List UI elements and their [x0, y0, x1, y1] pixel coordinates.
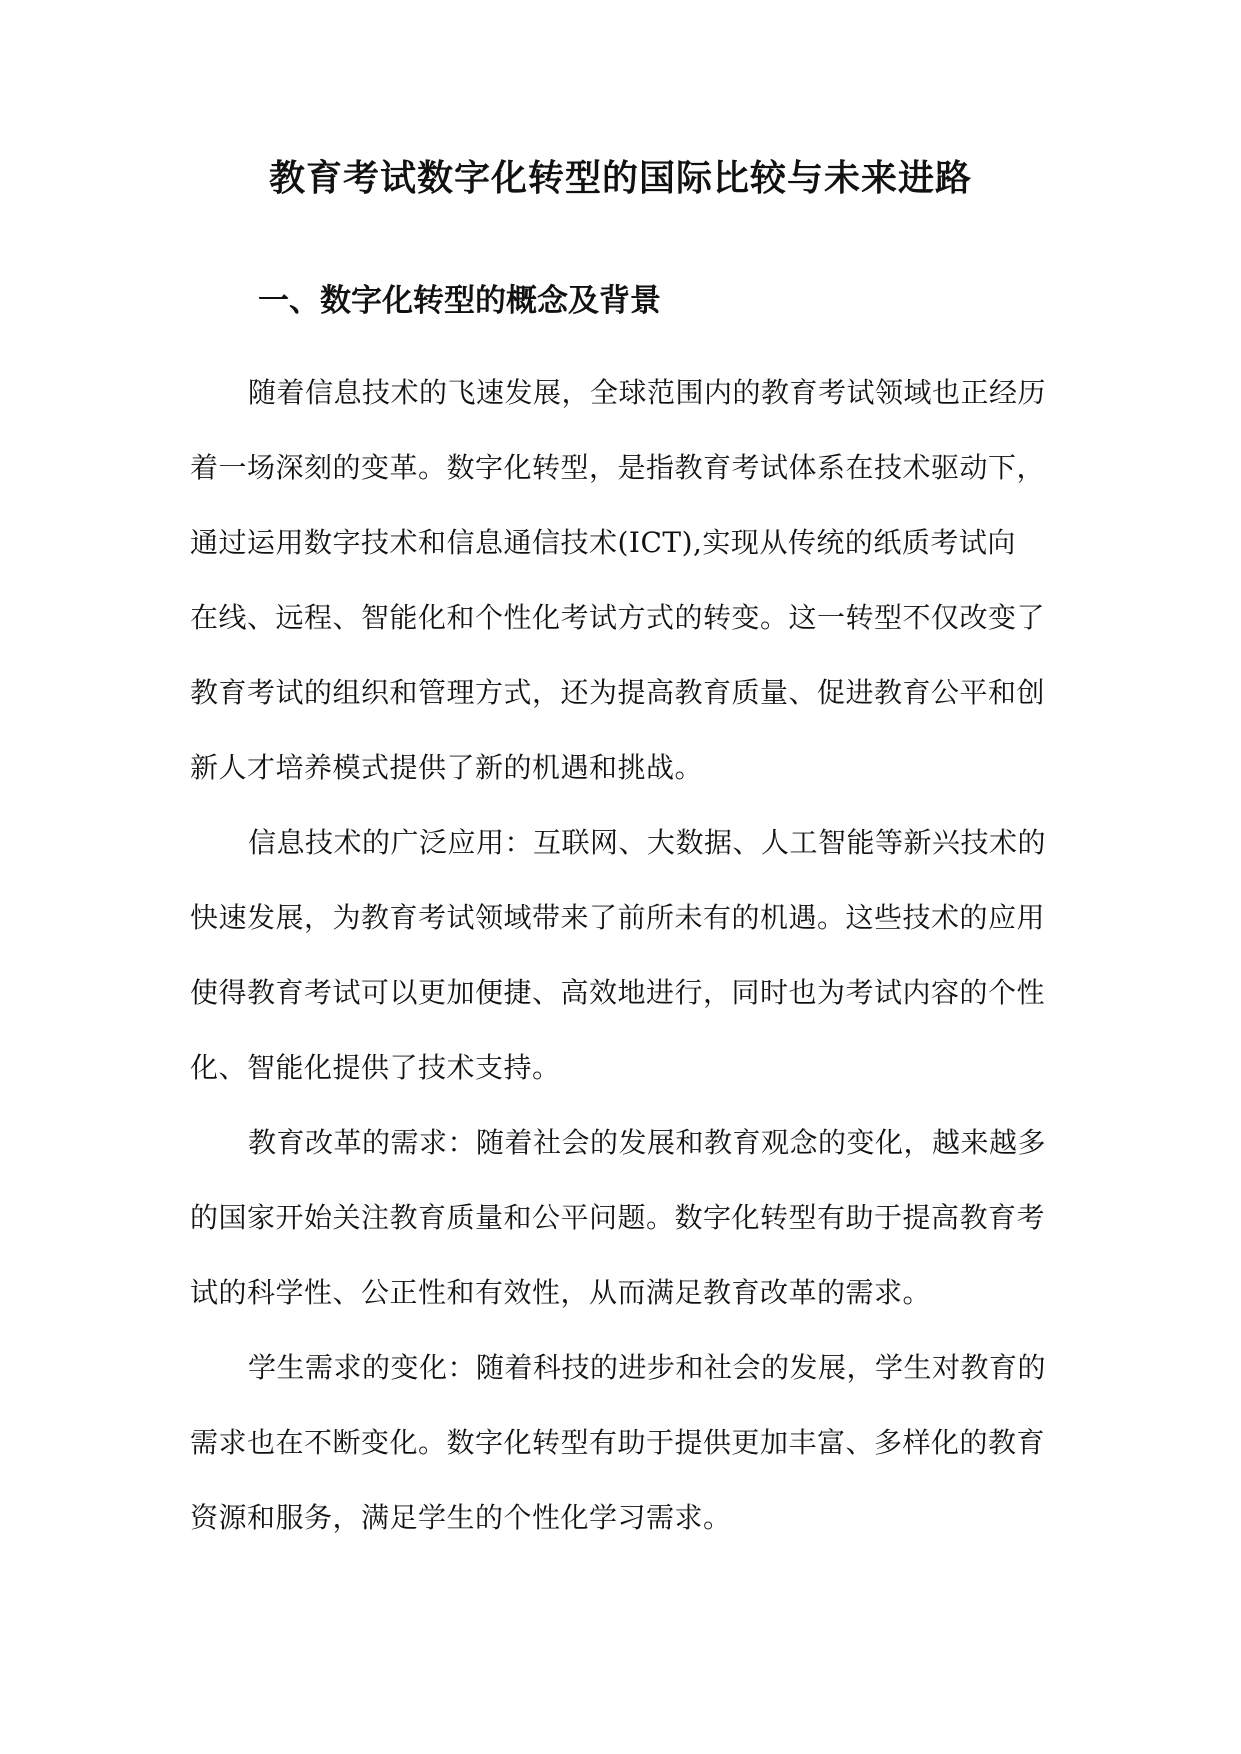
paragraph-line: 着一场深刻的变革。数字化转型，是指教育考试体系在技术驱动下， — [190, 451, 1046, 484]
paragraph-line: 使得教育考试可以更加便捷、高效地进行，同时也为考试内容的个性 — [190, 976, 1046, 1009]
paragraph-line: 需求也在不断变化。数字化转型有助于提供更加丰富、多样化的教育 — [190, 1426, 1046, 1459]
paragraph-line: 试的科学性、公正性和有效性，从而满足教育改革的需求。 — [190, 1276, 932, 1309]
paragraph-line: 学生需求的变化：随着科技的进步和社会的发展，学生对教育的 — [248, 1351, 1047, 1384]
paragraph-line: 的国家开始关注教育质量和公平问题。数字化转型有助于提高教育考 — [190, 1201, 1046, 1234]
section-heading: 一、数字化转型的概念及背景 — [258, 283, 661, 319]
document-title: 教育考试数字化转型的国际比较与未来进路 — [268, 157, 972, 199]
paragraph-line: 教育改革的需求：随着社会的发展和教育观念的变化，越来越多 — [248, 1126, 1047, 1159]
paragraph-line: 教育考试的组织和管理方式，还为提高教育质量、促进教育公平和创 — [190, 676, 1046, 709]
paragraph-1 — [190, 355, 1062, 805]
paragraph-line: 在线、远程、智能化和个性化考试方式的转变。这一转型不仅改变了 — [190, 601, 1046, 634]
paragraph-line: 新人才培养模式提供了新的机遇和挑战。 — [190, 751, 704, 784]
paragraph-3 — [190, 1105, 1062, 1330]
paragraph-line: 随着信息技术的飞速发展，全球范围内的教育考试领域也正经历 — [248, 376, 1047, 409]
paragraph-line: 信息技术的广泛应用：互联网、大数据、人工智能等新兴技术的 — [248, 826, 1047, 859]
paragraph-line: 通过运用数字技术和信息通信技术(ICT),实现从传统的纸质考试向 — [190, 526, 1016, 559]
paragraph-2 — [190, 805, 1062, 1105]
paragraph-line: 快速发展，为教育考试领域带来了前所未有的机遇。这些技术的应用 — [190, 901, 1046, 934]
paragraph-line: 化、智能化提供了技术支持。 — [190, 1051, 561, 1084]
paragraph-4 — [190, 1330, 1062, 1555]
paragraph-line: 资源和服务，满足学生的个性化学习需求。 — [190, 1501, 732, 1534]
